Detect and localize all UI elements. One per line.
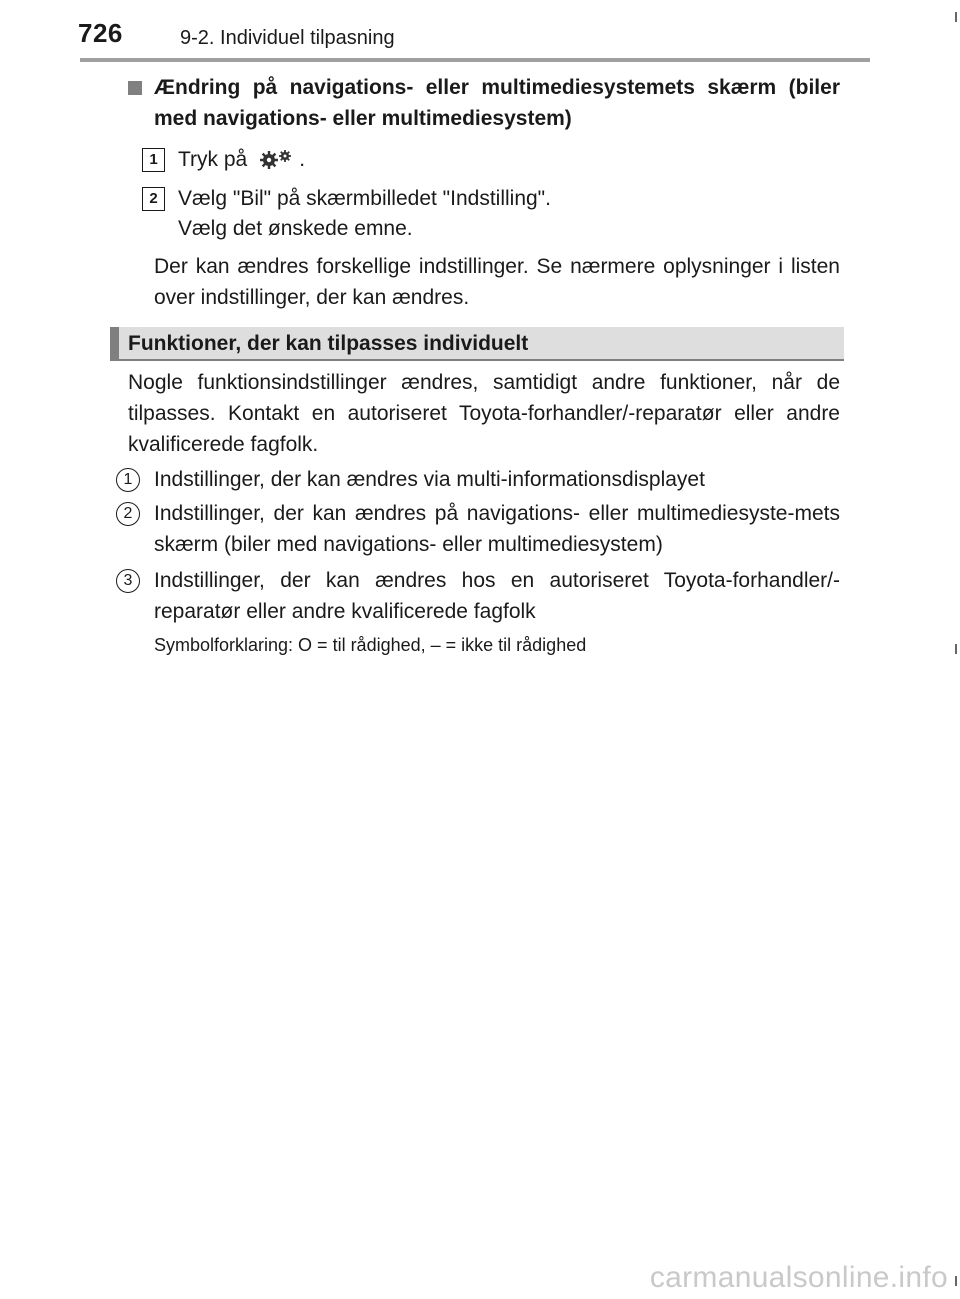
crop-mark [955,12,957,22]
crop-mark [955,644,957,654]
step-note: Der kan ændres forskellige indstillinger. Se nærmere oplysninger i listen over indstillinger, der kan ændres. [154,255,840,309]
circle-number: 1 [116,468,140,492]
gear-icon [259,148,293,178]
list-item [116,565,840,627]
symbol-legend: Symbolforklaring: O = til rådighed, – = ikke til rådighed [154,635,587,655]
step-number: 1 [142,148,165,172]
subsection-title: Ændring på navigations- eller multimediesystemets skærm (biler med navigations- eller multimediesystem) [154,76,840,130]
subsection-heading [128,72,840,134]
header-rule [80,58,870,62]
section-banner [110,327,844,361]
step-2 [142,184,551,244]
step-text-end: . [299,148,306,171]
chapter-title: 9-2. Individuel tilpasning [180,27,395,49]
crop-mark [955,1276,957,1286]
list-item-text: Indstillinger, der kan ændres hos en autoriseret Toyota-forhandler/-reparatør eller andre kvalificerede fagfolk [154,569,840,623]
list-item [116,498,840,560]
step-text: Vælg "Bil" på skærmbilledet "Indstilling". [178,187,551,210]
circle-number: 2 [116,502,140,526]
page-number: 726 [78,18,123,48]
watermark: carmanualsonline.info [649,1261,948,1294]
step-number: 2 [142,187,165,211]
list-item [116,464,840,495]
list-item-text: Indstillinger, der kan ændres via multi-informationsdisplayet [154,468,705,491]
list-item-text: Indstillinger, der kan ændres på navigations- eller multimediesyste-mets skærm (biler med navigations- eller multimediesystem) [154,502,840,556]
section-intro: Nogle funktionsindstillinger ændres, samtidigt andre funktioner, når de tilpasses. Kontakt en autoriseret Toyota-forhandler/-reparatør eller andre kvalificerede fagfolk. [128,371,840,456]
section-title: Funktioner, der kan tilpasses individuelt [128,332,529,355]
step-1 [142,145,305,178]
step-text: Tryk på [178,148,248,171]
square-bullet-icon [128,81,142,95]
step-text-line2: Vælg det ønskede emne. [178,217,413,240]
circle-number: 3 [116,569,140,593]
